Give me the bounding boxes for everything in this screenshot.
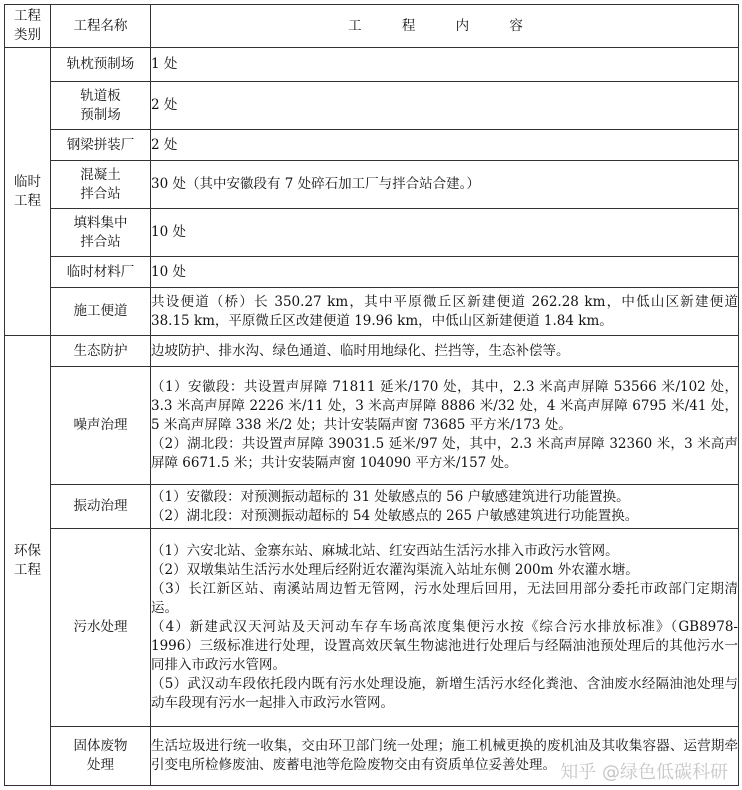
table-row <box>5 529 739 727</box>
project-name-cell <box>51 257 151 288</box>
project-name-cell <box>51 727 151 786</box>
project-name: 振动治理 <box>73 498 128 514</box>
project-content-cell <box>151 288 739 336</box>
header-name: 工程名称 <box>51 5 151 48</box>
project-name: 轨枕预制场 <box>66 56 135 72</box>
table-row <box>5 130 739 161</box>
project-name: 混凝土 拌合站 <box>80 166 121 202</box>
category-label: 环保 工程 <box>14 542 41 578</box>
table-row <box>5 257 739 288</box>
project-content-cell <box>151 485 739 529</box>
project-name: 噪声治理 <box>73 417 128 433</box>
project-content-cell <box>151 727 739 786</box>
table-row <box>5 727 739 786</box>
content-paragraph: 10 处 <box>151 263 186 280</box>
watermark: 知乎 @绿色低碳科研 <box>560 762 728 783</box>
content-paragraph: 生活垃圾进行统一收集，交由环卫部门统一处理；施工机械更换的废机油及其收集容器、运营期牵引变电所检修废油、废蓄电池等危险废物交由有资质单位妥善处理。 <box>151 738 738 773</box>
project-name: 施工便道 <box>73 303 128 319</box>
table-row <box>5 288 739 336</box>
content-paragraph: （5）武汉动车段依托段内既有污水处理设施，新增生活污水经化粪池、含油废水经隔油池处理与动车段现有污水一起排入市政污水管网。 <box>151 676 738 711</box>
project-name: 生态防护 <box>73 342 128 359</box>
project-name-cell <box>51 82 151 130</box>
project-name-cell <box>51 48 151 82</box>
category-cell <box>5 336 51 786</box>
project-content-cell <box>151 257 739 288</box>
header-category-text: 工程 类别 <box>14 8 41 43</box>
table-row <box>5 336 739 367</box>
project-content-cell <box>151 367 739 485</box>
table-row <box>5 161 739 209</box>
content-paragraph: 2 处 <box>151 97 178 113</box>
content-paragraph: （2）湖北段：对预测振动超标的 54 处敏感点的 265 户敏感建筑进行功能置换。 <box>151 507 639 524</box>
content-paragraph: （2）湖北段：共设置声屏障 39031.5 延米/97 处，其中，2.3 米高声屏障 32360 米，3 米高声屏障 6671.5 米；共计安装隔声窗 104090 平方米/157 处。 <box>151 436 738 471</box>
category-cell <box>5 48 51 336</box>
project-name-cell <box>51 288 151 336</box>
project-name-cell <box>51 485 151 529</box>
table-row <box>5 367 739 485</box>
table-row <box>5 209 739 257</box>
project-name: 填料集中 拌合站 <box>73 214 128 250</box>
header-category <box>5 5 51 48</box>
table-row <box>5 82 739 130</box>
content-paragraph: 共设便道（桥）长 350.27 km，其中平原微丘区新建便道 262.28 km，中低山区新建便道 38.15 km，平原微丘区改建便道 19.96 km，中低山区新建便道 1.84 km。 <box>151 293 738 329</box>
project-content-cell <box>151 209 739 257</box>
content-paragraph: 2 处 <box>151 136 178 153</box>
project-name: 临时材料厂 <box>66 263 135 280</box>
project-content-cell <box>151 82 739 130</box>
project-name-cell <box>51 367 151 485</box>
project-content-cell <box>151 48 739 82</box>
header-content <box>151 5 739 48</box>
project-name: 钢梁拼装厂 <box>66 136 135 153</box>
project-name-cell <box>51 161 151 209</box>
content-paragraph: （1）六安北站、金寨东站、麻城北站、红安西站生活污水排入市政污水管网。 <box>151 543 619 559</box>
header-content-text: 工 程 内 容 <box>348 17 541 34</box>
content-paragraph: 10 处 <box>151 224 186 240</box>
content-paragraph: （4）新建武汉天河站及天河动车存车场高浓度集便污水按《综合污水排放标准》（GB8978-1996）三级标准进行处理，设置高效厌氧生物滤池进行处理后与经隔油池预处理后的其他污水一同排入市政污水管网。 <box>151 619 738 673</box>
content-paragraph: 30 处（其中安徽段有 7 处碎石加工厂与拌合站合建。） <box>151 176 480 192</box>
header-row <box>5 5 739 48</box>
project-name-cell <box>51 209 151 257</box>
content-paragraph: （1）安徽段：对预测振动超标的 31 处敏感点的 56 户敏感建筑进行功能置换。 <box>151 488 630 505</box>
project-name: 污水处理 <box>73 619 128 635</box>
project-name-cell <box>51 130 151 161</box>
project-name-cell <box>51 336 151 367</box>
project-content-cell <box>151 130 739 161</box>
content-paragraph: （1）安徽段：共设置声屏障 71811 延米/170 处，其中，2.3 米高声屏障 53566 米/102 处，3.3 米高声屏障 2226 米/11 处，3 米高声屏障 8886 米/32 处，4 米高声屏障 6795 米/41 处，5 米高声屏障 338 米/2 处；共计安装隔声窗 73685 平方米/173 处。 <box>151 379 738 433</box>
table-row <box>5 485 739 529</box>
table-row <box>5 48 739 82</box>
project-name: 固体废物 处理 <box>73 738 128 773</box>
content-paragraph: 1 处 <box>151 56 178 72</box>
content-paragraph: 边坡防护、排水沟、绿色通道、临时用地绿化、拦挡等，生态补偿等。 <box>151 342 570 359</box>
project-table <box>4 4 739 786</box>
project-content-cell <box>151 529 739 727</box>
project-name: 轨道板 预制场 <box>80 87 121 123</box>
content-paragraph: （2）双墩集站生活污水处理后经附近农灌沟渠流入站址东侧 200m 外农灌水塘。 <box>151 562 639 578</box>
category-label: 临时 工程 <box>14 173 41 209</box>
project-content-cell <box>151 161 739 209</box>
content-paragraph: （3）长江新区站、南溪站周边暂无管网，污水处理后回用，无法回用部分委托市政部门定期清运。 <box>151 581 738 616</box>
project-name-cell <box>51 529 151 727</box>
project-content-cell <box>151 336 739 367</box>
